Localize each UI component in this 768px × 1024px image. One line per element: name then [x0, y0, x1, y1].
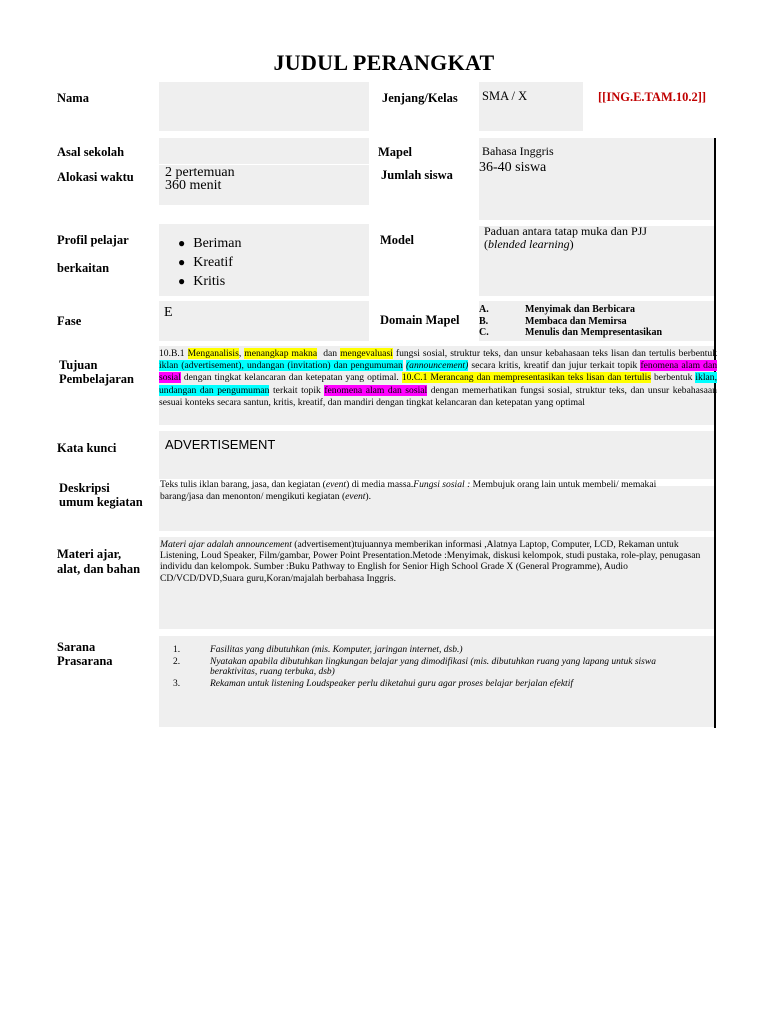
sarana-item: 3. Rekaman untuk listening Loudspeaker perlu diketahui guru agar proses belajar berjalan efektif — [173, 679, 573, 689]
sarana-item: 2. Nyatakan apabila dibutuhkan lingkungan belajar yang dimodifikasi (mis. dibutuhkan ruang yang lapang untuk siswa beraktivitas, ruang terbuka, dsb) — [173, 657, 656, 677]
tujuan-label-1: Tujuan — [59, 358, 98, 372]
deskripsi-label-2: umum kegiatan — [59, 495, 143, 509]
jenjang-label: Jenjang/Kelas — [382, 91, 458, 105]
asal-sekolah-label: Asal sekolah — [57, 145, 125, 159]
sarana-label-1: Sarana — [57, 640, 96, 654]
model-value-line2 — [484, 238, 647, 251]
model-value-line1: Paduan antara tatap muka dan PJJ — [484, 224, 647, 238]
model-value-italic: blended learning — [488, 237, 570, 251]
model-value — [484, 225, 647, 251]
alokasi-value-2: 360 menit — [165, 178, 222, 193]
domain-item: A. Menyimak dan Berbicara — [479, 304, 635, 315]
jumlah-siswa-value: 36-40 siswa — [479, 160, 547, 175]
profil-list — [178, 234, 241, 291]
fase-field[interactable] — [159, 301, 369, 341]
materi-label-2: alat, dan bahan — [57, 562, 141, 576]
profil-label-1: Profil pelajar — [57, 233, 129, 247]
right-border-line — [714, 138, 716, 728]
domain-label: Domain Mapel — [380, 313, 460, 327]
alokasi-value-1: 2 pertemuan — [165, 165, 235, 180]
domain-list — [479, 304, 662, 339]
sarana-list — [173, 645, 673, 691]
alokasi-label: Alokasi waktu — [57, 170, 134, 184]
fase-label: Fase — [57, 314, 82, 328]
profil-label-2: berkaitan — [57, 261, 110, 275]
deskripsi-label-1: Deskripsi — [59, 481, 110, 495]
kata-kunci-label: Kata kunci — [57, 441, 117, 455]
domain-item: B. Membaca dan Memirsa — [479, 315, 627, 327]
page-title: JUDUL PERANGKAT — [273, 50, 495, 75]
fase-value: E — [164, 305, 173, 320]
jumlah-siswa-label: Jumlah siswa — [381, 168, 453, 182]
materi-label-1: Materi ajar, — [57, 547, 122, 561]
tujuan-text: 10.B.1 Menganalisis, menangkap makna dan mengevaluasi fungsi sosial, struktur teks, dan unsur kebahasaan teks lisan dan tertulis berbentuk iklan (advertisement), undangan (invitation) dan pengumuman (announcement) secara kritis, kreatif dan jujur terkait topik fenomena alam dan sosial dengan tingkat kelancaran dan ketepatan yang optimal. 10.C.1 Merancang dan mempresentasikan teks lisan dan tertulis berbentuk iklan, undangan dan pengumuman terkait topik fenomena alam dan sosial dengan memerhatikan fungsi sosial, struktur teks, dan unsur kebahasaan sesuai konteks secara santun, kritis, kreatif, dan mandiri dengan tingkat kelancaran dan ketepatan yang optimal — [159, 348, 718, 408]
profil-item: ● Kreatif — [178, 253, 241, 272]
profil-item: ● Beriman — [178, 234, 241, 253]
model-paren-open: ( — [484, 237, 488, 251]
profil-item: ● Kritis — [178, 272, 241, 291]
deskripsi-text: Teks tulis iklan barang, jasa, dan kegiatan (event) di media massa.Fungsi sosial : Membujuk orang lain untuk membeli/ memakai barang/jasa dan menonton/ mengikuti kegiatan (event). — [160, 479, 657, 502]
jenjang-value: SMA / X — [482, 89, 528, 103]
sarana-item: 1. Fasilitas yang dibutuhkan (mis. Komputer, jaringan internet, dsb.) — [173, 645, 463, 655]
nama-field[interactable] — [159, 82, 369, 131]
asal-sekolah-field[interactable] — [159, 138, 369, 164]
domain-item: C. Menulis dan Mempresentasikan — [479, 327, 663, 338]
tujuan-label-2: Pembelajaran — [59, 372, 134, 386]
mapel-value: Bahasa Inggris — [482, 144, 554, 158]
model-paren-close: ) — [569, 237, 574, 251]
kata-kunci-value: ADVERTISEMENT — [165, 437, 276, 452]
mapel-label: Mapel — [378, 145, 413, 159]
sarana-label-2: Prasarana — [57, 654, 113, 668]
jenjang-code: [[ING.E.TAM.10.2]] — [598, 90, 707, 104]
nama-label: Nama — [57, 91, 89, 105]
model-label: Model — [380, 233, 415, 247]
materi-text: Materi ajar adalah announcement (advertisement)tujuannya memberikan informasi ,Alatnya Laptop, Computer, LCD, Rekaman untuk Listening, Loud Speaker, Film/gambar, Power Point Presentation.Metode :Menyimak, diskusi kelompok, studi pustaka, role-play, penugasan individu dan kelompok. Sumber :Buku Pathway to English for Senior High School Grade X (General Programme), Audio CD/VCD/DVD,Suara guru,Koran/majalah berbahasa Inggris. — [160, 539, 701, 584]
